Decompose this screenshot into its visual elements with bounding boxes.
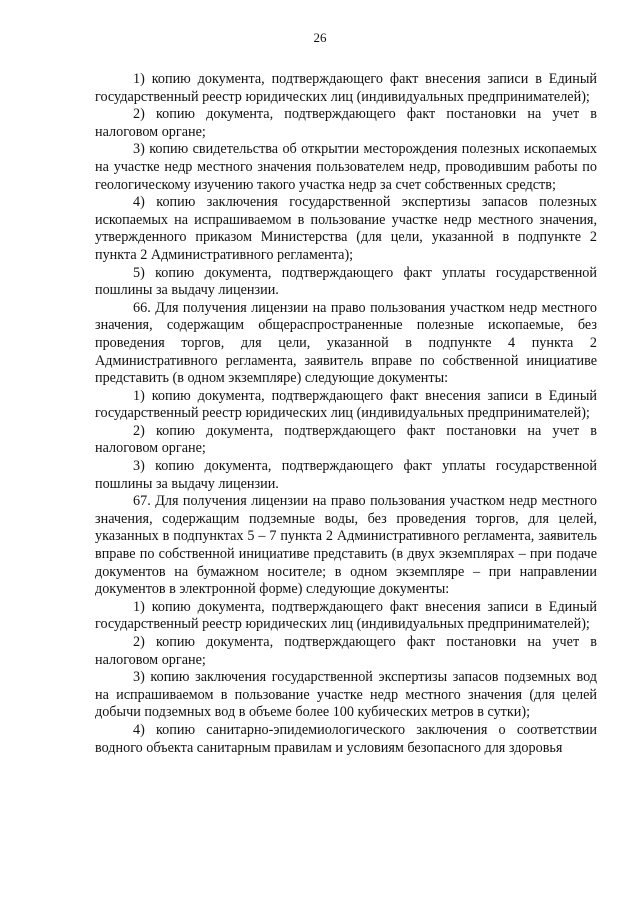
page-number: 26: [313, 30, 327, 45]
paragraph-66-1: 1) копию документа, подтверждающего факт внесения записи в Единый государственный реестр юридических лиц (индивидуальных предпринимателей);: [95, 387, 597, 422]
paragraph-66-2: 2) копию документа, подтверждающего факт постановки на учет в налоговом органе;: [95, 422, 597, 457]
paragraph-65-5: 5) копию документа, подтверждающего факт уплаты государственной пошлины за выдачу лицензии.: [95, 264, 597, 299]
paragraph-65-3: 3) копию свидетельства об открытии месторождения полезных ископаемых на участке недр местного значения пользователем недр, проводившим работы по геологическому изучению такого участка недр за счет собственных средств;: [95, 141, 597, 193]
body-text: [95, 71, 597, 757]
paragraph-67-3: 3) копию заключения государственной экспертизы запасов подземных вод на испрашиваемом в пользование участке недр местного значения (для целей добычи подземных вод в объеме более 100 кубических метров в сутки);: [95, 669, 597, 721]
paragraph-67: 67. Для получения лицензии на право пользования участком недр местного значения, содержащим подземные воды, без проведения торгов, для целей, указанных в подпунктах 5 – 7 пункта 2 Административного регламента, заявитель вправе по собственной инициативе представить (в двух экземплярах – при подаче документов на бумажном носителе; в одном экземпляре – при направлении документов в электронной форме) следующие документы:: [95, 493, 597, 598]
paragraph-65-2: 2) копию документа, подтверждающего факт постановки на учет в налоговом органе;: [95, 106, 597, 140]
paragraph-66-3: 3) копию документа, подтверждающего факт уплаты государственной пошлины за выдачу лицензии.: [95, 458, 597, 492]
paragraph-67-4: 4) копию санитарно-эпидемиологического заключения о соответствии водного объекта санитарным правилам и условиям безопасного для здоровья: [95, 721, 597, 756]
paragraph-66: 66. Для получения лицензии на право пользования участком недр местного значения, содержащим общераспространенные полезные ископаемые, без проведения торгов, для цели, указанной в подпункте 4 пункта 2 Административного регламента, заявитель вправе по собственной инициативе представить (в одном экземпляре) следующие документы:: [95, 299, 597, 387]
paragraph-67-2: 2) копию документа, подтверждающего факт постановки на учет в налоговом органе;: [95, 634, 597, 668]
paragraph-67-1: 1) копию документа, подтверждающего факт внесения записи в Единый государственный реестр юридических лиц (индивидуальных предпринимателей);: [95, 598, 597, 633]
paragraph-65-4: 4) копию заключения государственной экспертизы запасов полезных ископаемых на испрашиваемом в пользование участке недр местного значения, утвержденного приказом Министерства (для цели, указанной в подпункте 2 пункта 2 Административного регламента);: [95, 194, 597, 263]
paragraph-65-1: 1) копию документа, подтверждающего факт внесения записи в Единый государственный реестр юридических лиц (индивидуальных предпринимателей);: [95, 71, 597, 105]
